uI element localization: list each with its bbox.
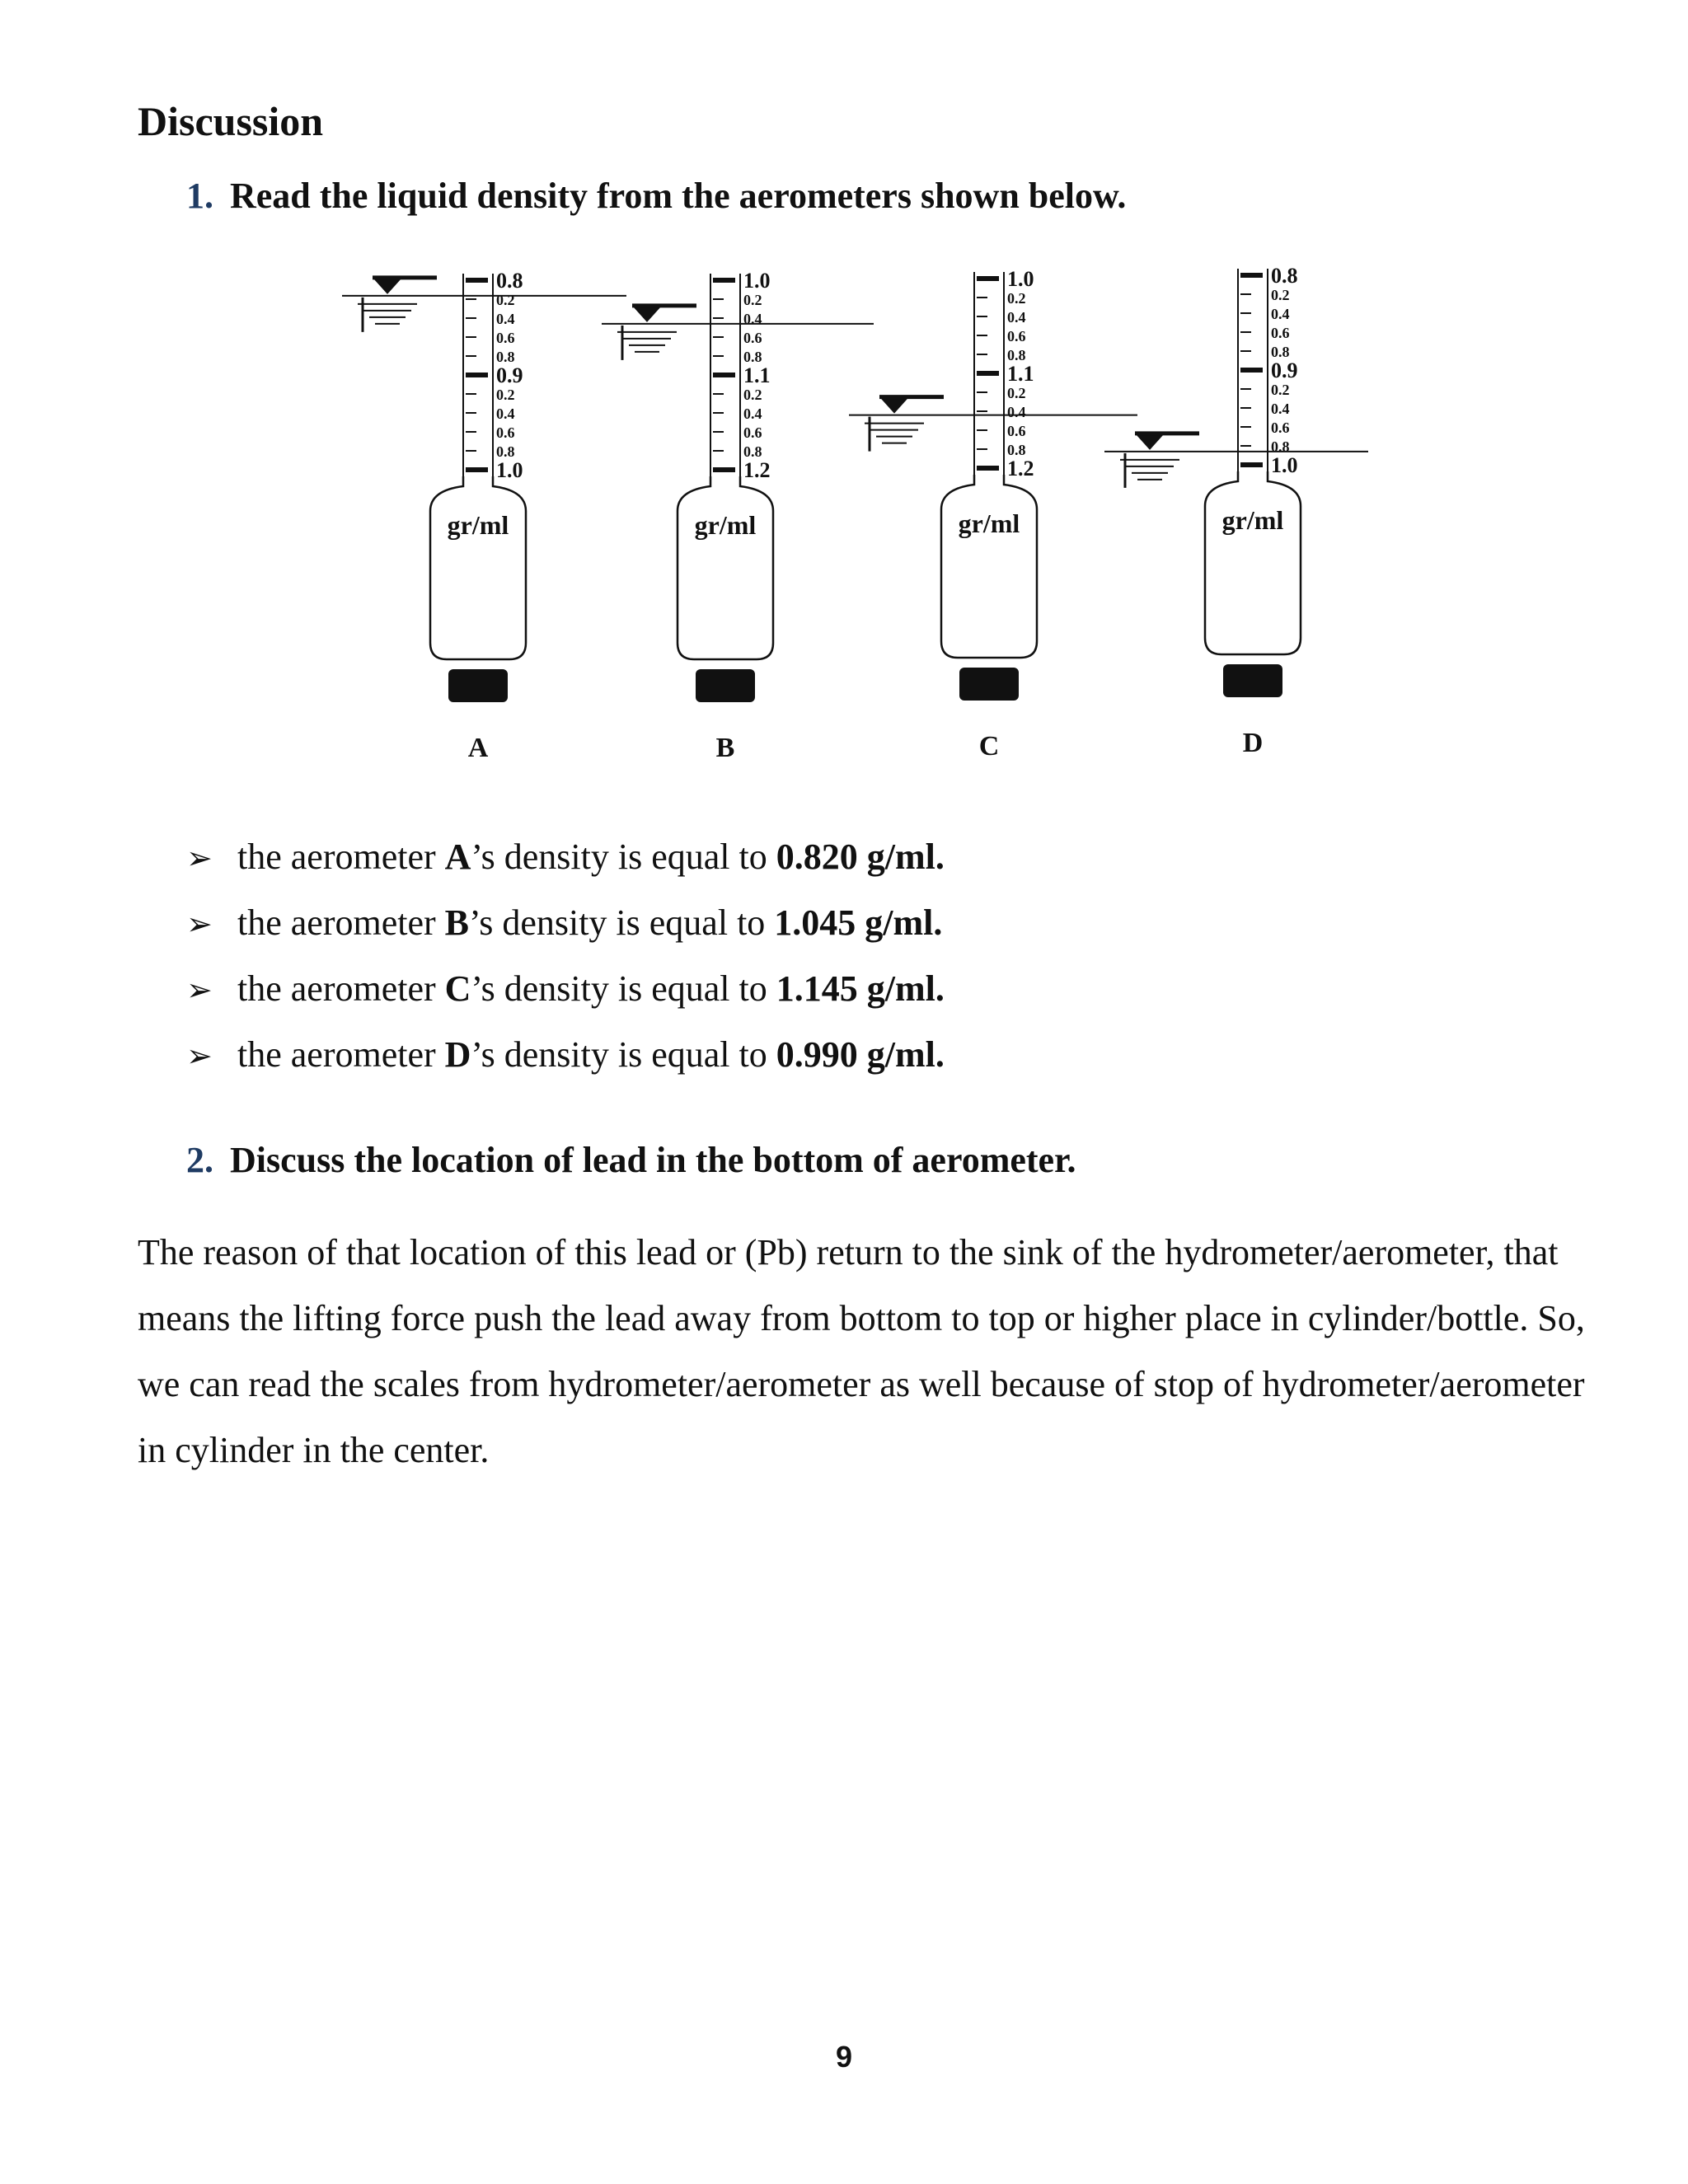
scale-label: 0.8 xyxy=(1007,347,1026,363)
arrow-bullet-icon: ➢ xyxy=(186,840,213,876)
aerometers-figure xyxy=(330,247,1368,791)
scale-label: 1.0 xyxy=(496,458,523,482)
answer-prefix: the aerometer xyxy=(237,968,445,1009)
scale-label: 0.2 xyxy=(1271,382,1290,398)
answer-item xyxy=(186,824,945,890)
arrow-bullet-icon: ➢ xyxy=(186,906,213,942)
unit-label: gr/ml xyxy=(958,509,1020,538)
water-level-icon xyxy=(879,397,909,414)
scale-label: 0.6 xyxy=(1007,328,1026,344)
water-level-icon xyxy=(632,306,662,322)
scale-label: 0.4 xyxy=(1007,309,1026,326)
question-2-number: 2. xyxy=(186,1140,213,1180)
scale-label: 0.6 xyxy=(496,330,515,346)
answer-prefix: the aerometer xyxy=(237,1034,445,1075)
aerometer-label: B xyxy=(715,733,735,763)
section-heading: Discussion xyxy=(138,98,324,144)
answer-prefix: the aerometer xyxy=(237,837,445,877)
aerometer-body xyxy=(678,476,773,659)
scale-label: 0.6 xyxy=(1271,419,1290,436)
scale-label: 0.4 xyxy=(496,405,515,422)
answer-item xyxy=(186,956,945,1022)
answer-item xyxy=(186,1022,945,1088)
scale-label: 0.4 xyxy=(1271,401,1290,417)
unit-label: gr/ml xyxy=(694,510,757,540)
arrow-bullet-icon: ➢ xyxy=(186,972,213,1008)
lead-weight xyxy=(1223,664,1282,697)
water-level-icon xyxy=(373,278,402,294)
aerometer-body xyxy=(1205,471,1301,654)
scale-label: 0.8 xyxy=(1007,442,1026,458)
lead-weight xyxy=(448,669,508,702)
question-2 xyxy=(186,1139,1076,1181)
answer-value: 0.820 g/ml. xyxy=(776,837,945,877)
scale-label: 0.4 xyxy=(1271,306,1290,322)
page-number: 9 xyxy=(835,2040,853,2074)
scale-label: 1.0 xyxy=(743,269,771,293)
answer-prefix: the aerometer xyxy=(237,902,445,943)
scale-label: 0.2 xyxy=(743,292,762,308)
scale-label: 1.2 xyxy=(1007,457,1034,480)
answer-middle: ’s density is equal to xyxy=(471,968,776,1009)
scale-label: 0.8 xyxy=(1271,438,1290,455)
scale-label: 0.6 xyxy=(743,424,762,441)
answer-value: 1.045 g/ml. xyxy=(774,902,943,943)
scale-label: 0.8 xyxy=(743,349,762,365)
scale-label: 0.8 xyxy=(496,443,515,460)
question-1-number: 1. xyxy=(186,176,213,216)
answer-middle: ’s density is equal to xyxy=(468,902,775,943)
scale-label: 0.6 xyxy=(743,330,762,346)
answers-list xyxy=(186,824,945,1088)
scale-label: 0.2 xyxy=(496,387,515,403)
scale-label: 0.8 xyxy=(496,349,515,365)
scale-label: 0.9 xyxy=(496,363,523,387)
question-1 xyxy=(186,175,1126,217)
question-1-text: Read the liquid density from the aerometers shown below. xyxy=(230,176,1127,216)
lead-weight xyxy=(959,668,1019,701)
scale-label: 0.4 xyxy=(743,405,762,422)
scale-label: 0.6 xyxy=(1007,423,1026,439)
scale-label: 0.2 xyxy=(1271,287,1290,303)
answer-name: B xyxy=(444,902,469,943)
aerometer-label: D xyxy=(1242,728,1264,758)
unit-label: gr/ml xyxy=(447,510,509,540)
aerometer-body xyxy=(941,475,1037,658)
scale-label: 0.4 xyxy=(496,311,515,327)
water-level-icon xyxy=(1135,434,1165,450)
discussion-paragraph: The reason of that location of this lead or (Pb) return to the sink of the hydrometer/aerometer, that means the lifting force push the lead away from bottom to top or higher place in cylinder/bottle. So, we can read the scales from hydrometer/aerometer as well because of stop of hydrometer/aerometer in cylinder in the center. xyxy=(138,1232,1585,1470)
scale-label: 1.0 xyxy=(1271,453,1298,477)
question-2-text: Discuss the location of lead in the bottom of aerometer. xyxy=(230,1140,1076,1180)
aerometer-label: C xyxy=(978,731,1000,762)
scale-label: 1.2 xyxy=(743,458,771,482)
answer-middle: ’s density is equal to xyxy=(471,1034,776,1075)
scale-label: 0.2 xyxy=(1007,385,1026,401)
scale-label: 0.6 xyxy=(496,424,515,441)
answer-item xyxy=(186,890,945,956)
aerometer-body xyxy=(430,476,526,659)
scale-label: 0.6 xyxy=(1271,325,1290,341)
scale-label: 1.1 xyxy=(743,363,771,387)
scale-label: 0.4 xyxy=(1007,404,1026,420)
answer-name: A xyxy=(444,837,471,877)
scale-label: 0.8 xyxy=(743,443,762,460)
answer-value: 1.145 g/ml. xyxy=(776,968,945,1009)
answer-value: 0.990 g/ml. xyxy=(776,1034,945,1075)
scale-label: 1.1 xyxy=(1007,362,1034,386)
scale-label: 1.0 xyxy=(1007,267,1034,291)
scale-label: 0.8 xyxy=(1271,264,1298,288)
scale-label: 0.2 xyxy=(496,292,515,308)
scale-label: 0.2 xyxy=(1007,290,1026,307)
arrow-bullet-icon: ➢ xyxy=(186,1038,213,1074)
scale-label: 0.4 xyxy=(743,311,762,327)
aerometer-label: A xyxy=(467,733,489,763)
scale-label: 0.8 xyxy=(1271,344,1290,360)
answer-middle: ’s density is equal to xyxy=(471,837,776,877)
unit-label: gr/ml xyxy=(1221,505,1284,535)
scale-label: 0.8 xyxy=(496,269,523,293)
answer-name: C xyxy=(444,968,471,1009)
scale-label: 0.9 xyxy=(1271,359,1298,382)
lead-weight xyxy=(696,669,755,702)
answer-name: D xyxy=(444,1034,471,1075)
scale-label: 0.2 xyxy=(743,387,762,403)
